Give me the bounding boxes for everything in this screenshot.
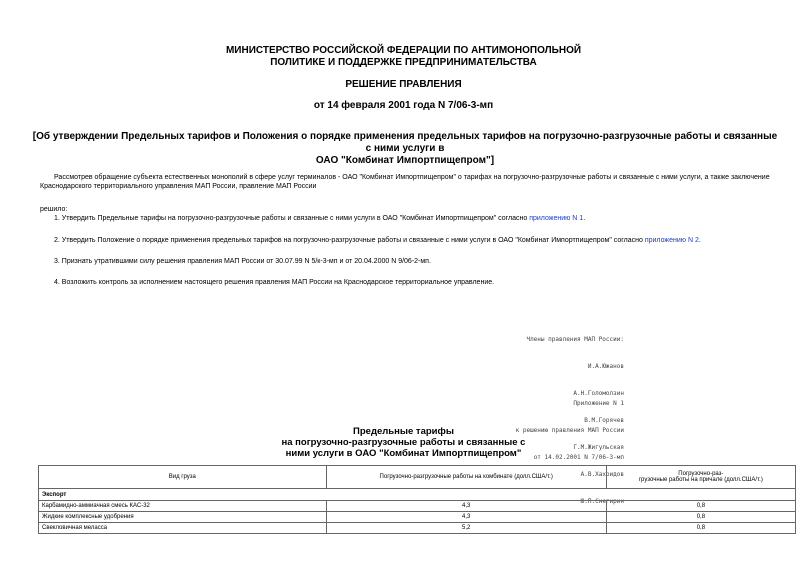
ministry-line-2: ПОЛИТИКЕ И ПОДДЕРЖКЕ ПРЕДПРИНИМАТЕЛЬСТВА — [270, 57, 537, 68]
item-2-text: 2. Утвердить Положение о порядке применения предельных тарифов на погрузочно-разгрузочные работы и связанные с ними услуги в ОАО "Комбинат Импортпищепром" согласно — [54, 237, 645, 244]
decision-subject — [30, 131, 780, 167]
decision-date: от 14 февраля 2001 года N 7/06-3-мп — [313, 100, 494, 111]
decision-title: РЕШЕНИЕ ПРАВЛЕНИЯ — [345, 79, 462, 90]
resolution-item-3: 3. Признать утратившими силу решения правления МАП России от 30.07.99 N 5/к-3-мп и от 20.04.2000 N 9/06-2-мп. — [54, 258, 431, 265]
resolution-item-1: 1. Утвердить Предельные тарифы на погрузочно-разгрузочные работы и связанные с ними услуги в ОАО "Комбинат Импортпищепром" согласно приложению N 1. — [54, 215, 586, 222]
tariffs-title-line-3: ними услуги в ОАО "Комбинат Импортпищепром" — [285, 448, 522, 459]
cargo-cell: Свекловичная меласса — [39, 523, 327, 534]
section-export: Экспорт — [39, 489, 796, 501]
ministry-title — [0, 45, 807, 69]
table-row — [39, 501, 796, 512]
plant-rate-cell: 5,2 — [326, 523, 606, 534]
pier-rate-cell: 0,8 — [606, 501, 795, 512]
column-header-plant: Погрузочно-разгрузочные работы на комбинате (долл.США/т.) — [326, 466, 606, 489]
column-header-cargo: Вид груза — [39, 466, 327, 489]
resolution-item-2: 2. Утвердить Положение о порядке применения предельных тарифов на погрузочно-разгрузочные работы и связанные с ними услуги в ОАО "Комбинат Импортпищепром" согласно приложению N 2. — [54, 237, 701, 244]
appendix-line-2: к решению правления МАП России — [515, 427, 624, 434]
cargo-cell: Жидкие комплексные удобрения — [39, 512, 327, 523]
tariffs-table — [38, 465, 796, 534]
subject-line-2: ОАО "Комбинат Импортпищепром"] — [315, 155, 495, 166]
tariffs-title-line-1: Предельные тарифы — [353, 426, 454, 437]
members-title: Члены правления МАП России: — [526, 336, 624, 343]
member-name: И.А.Южанов — [587, 363, 624, 370]
ministry-line-1: МИНИСТЕРСТВО РОССИЙСКОЙ ФЕДЕРАЦИИ ПО АНТИМОНОПОЛЬНОЙ — [225, 45, 582, 56]
member-name: Ю.П.Снегирин — [580, 498, 624, 505]
table-row — [39, 512, 796, 523]
pier-rate-cell: 0,8 — [606, 523, 795, 534]
plant-rate-cell: 4,3 — [326, 501, 606, 512]
table-section-row — [39, 489, 796, 501]
member-name: А.Н.Голомолзин — [573, 390, 624, 397]
plant-rate-cell: 4,3 — [326, 512, 606, 523]
member-name: В.М.Горячев — [584, 417, 624, 424]
column-header-pier: Погрузочно-раз- грузочные работы на причале (долл.США/т.) — [606, 466, 795, 489]
table-row — [39, 523, 796, 534]
appendix-line-1: Приложение N 1 — [573, 400, 624, 407]
subject-line-1: [Об утверждении Предельных тарифов и Положения о порядке применения предельных тарифов на погрузочно-разгрузочные работы и связанные с ними услуги в — [32, 131, 778, 154]
member-name: А.В.Хахридов — [580, 471, 624, 478]
appendix-line-3: от 14.02.2001 N 7/06-3-мп — [533, 454, 624, 461]
item-1-text: 1. Утвердить Предельные тарифы на погрузочно-разгрузочные работы и связанные с ними услуги в ОАО "Комбинат Импортпищепром" согласно — [54, 215, 530, 222]
cargo-cell: Карбамидно-аммиачная смесь КАС-32 — [39, 501, 327, 512]
resolution-item-4: 4. Возложить контроль за исполнением настоящего решения правления МАП России на Краснодарское территориальное управление. — [54, 279, 495, 286]
member-name: Г.М.Жигульская — [573, 444, 624, 451]
pier-rate-cell: 0,8 — [606, 512, 795, 523]
table-header-row — [39, 466, 796, 489]
appendix-1-link[interactable]: приложению N 1 — [529, 215, 584, 222]
resolved-label: решило: — [40, 206, 68, 213]
tariffs-title — [0, 426, 807, 459]
intro-paragraph: Рассмотрев обращение субъекта естественных монополий в сфере услуг терминалов - ОАО "Комбинат Импортпищепром" о тарифах на погрузочно-разгрузочные работы и связанные с ними услуги, а также заключение Краснодарского территориального управления МАП России, правление МАП России — [40, 174, 770, 190]
tariffs-title-line-2: на погрузочно-разгрузочные работы и связанные с — [281, 437, 526, 448]
appendix-2-link[interactable]: приложению N 2 — [644, 237, 699, 244]
